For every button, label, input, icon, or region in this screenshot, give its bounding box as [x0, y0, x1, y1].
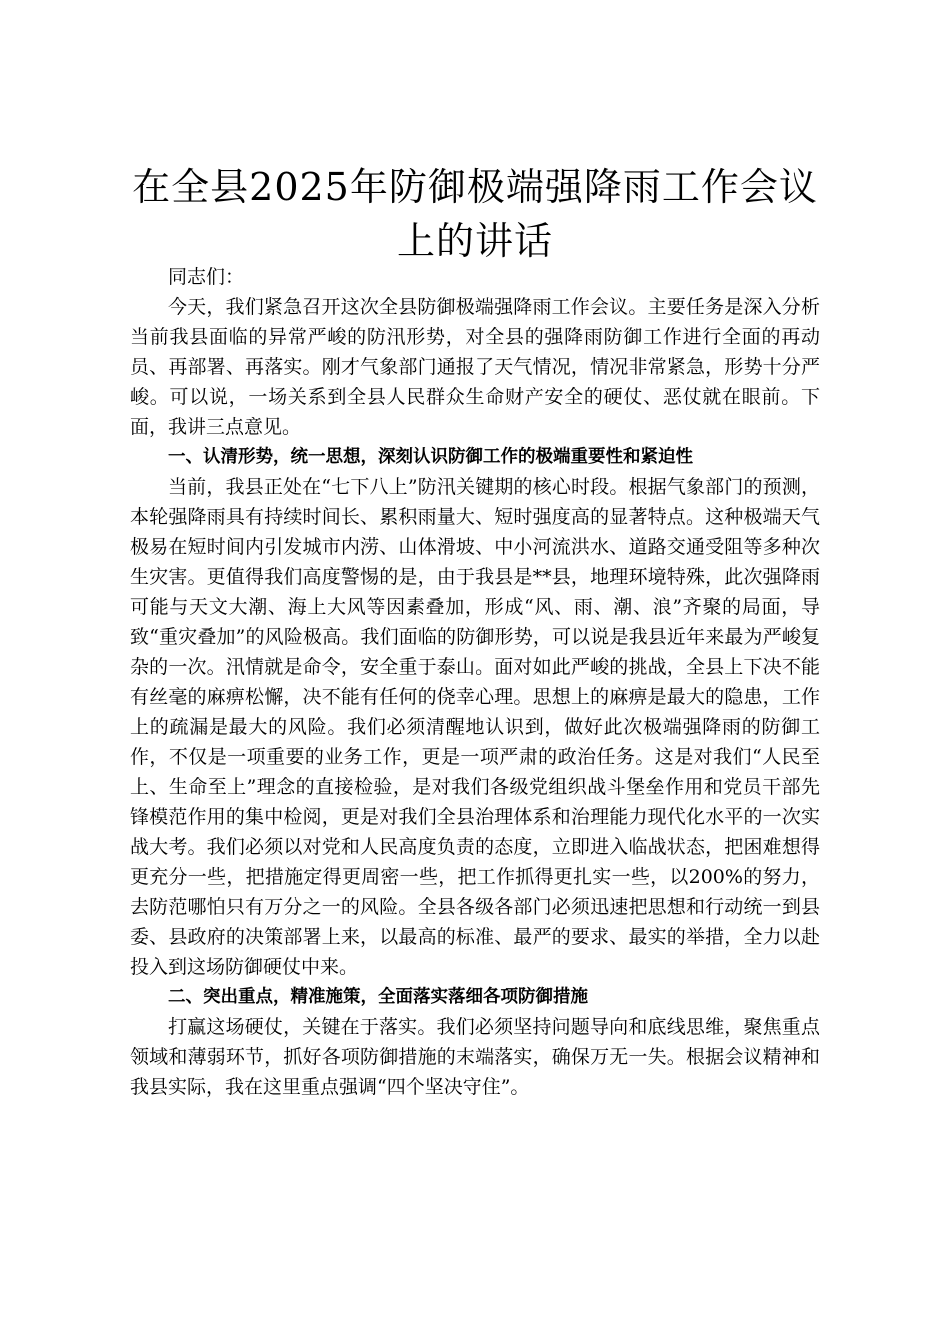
- section-2-paragraph: 打赢这场硬仗，关键在于落实。我们必须坚持问题导向和底线思维，聚焦重点领域和薄弱环节，抓好各项防御措施的末端落实，确保万无一失。根据会议精神和我县实际，我在这里重点强调“四个坚决守住”。: [130, 1016, 820, 1098]
- section-1-paragraph: 当前，我县正处在“七下八上”防汛关键期的核心时段。根据气象部门的预测，本轮强降雨具有持续时间长、累积雨量大、短时强度高的显著特点。这种极端天气极易在短时间内引发城市内涝、山体滑坡、中小河流洪水、道路交通受阻等多种次生灾害。更值得我们高度警惕的是，由于我县是**县，地理环境特殊，此次强降雨可能与天文大潮、海上大风等因素叠加，形成“风、雨、潮、浪”齐聚的局面，导致“重灾叠加”的风险极高。我们面临的防御形势，可以说是我县近年来最为严峻复杂的一次。汛情就是命令，安全重于泰山。面对如此严峻的挑战，全县上下决不能有丝毫的麻痹松懈，决不能有任何的侥幸心理。思想上的麻痹是最大的隐患，工作上的疏漏是最大的风险。我们必须清醒地认识到，做好此次极端强降雨的防御工作，不仅是一项重要的业务工作，更是一项严肃的政治任务。这是对我们“人民至上、生命至上”理念的直接检验，是对我们各级党组织战斗堡垒作用和党员干部先锋模范作用的集中检阅，更是对我们全县治理体系和治理能力现代化水平的一次实战大考。我们必须以对党和人民高度负责的态度，立即进入临战状态，把困难想得更充分一些，把措施定得更周密一些，把工作抓得更扎实一些，以200%的努力，去防范哪怕只有万分之一的风险。全县各级各部门必须迅速把思想和行动统一到县委、县政府的决策部署上来，以最高的标准、最严的要求、最实的举措，全力以赴投入到这场防御硬仗中来。: [130, 476, 820, 978]
- opening-paragraph: 今天，我们紧急召开这次全县防御极端强降雨工作会议。主要任务是深入分析当前我县面临的异常严峻的防汛形势，对全县的强降雨防御工作进行全面的再动员、再部署、再落实。刚才气象部门通报了天气情况，情况非常紧急，形势十分严峻。可以说，一场关系到全县人民群众生命财产安全的硬仗、恶仗就在眼前。下面，我讲三点意见。: [130, 296, 820, 438]
- document-body: [130, 262, 820, 1102]
- document-title: 在全县2025年防御极端强降雨工作会议上的讲话: [132, 165, 818, 263]
- section-heading-2: 二、突出重点，精准施策，全面落实落细各项防御措施: [168, 987, 588, 1007]
- section-heading-1: 一、认清形势，统一思想，深刻认识防御工作的极端重要性和紧迫性: [168, 447, 693, 467]
- salutation: 同志们：: [168, 266, 245, 288]
